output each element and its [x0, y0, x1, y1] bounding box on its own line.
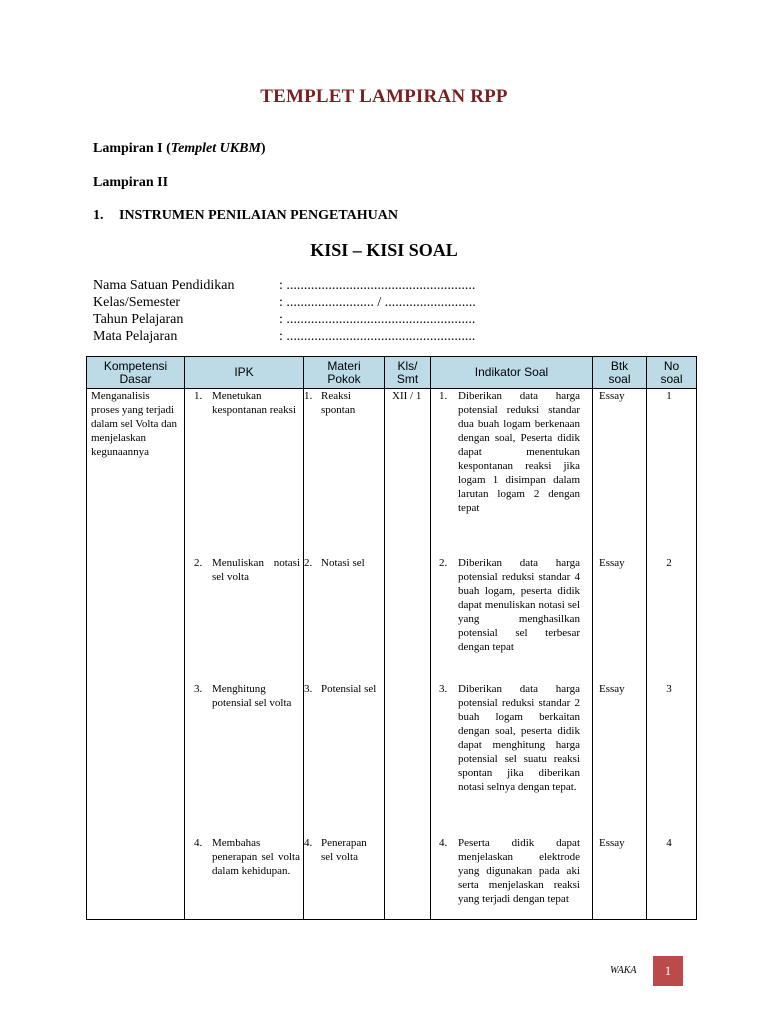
info-row [93, 311, 476, 328]
materi-number: 3. [304, 683, 313, 695]
info-label: Nama Satuan Pendidikan [93, 278, 235, 293]
materi-number: 4. [304, 837, 313, 849]
btk-soal-text: Essay [599, 390, 625, 402]
materi-text: Reaksi spontan [321, 390, 356, 416]
indikator-text: Diberikan data harga potensial reduksi standar 4 buah logam, peserta didik dapat menuliskan notasi sel yang menghasilkan potensial sel terbesar dengan tepat [458, 557, 580, 653]
indikator-number: 3. [439, 683, 448, 695]
info-row [93, 277, 476, 294]
ipk-text: Menuliskan notasi sel volta [212, 557, 300, 583]
column-divider [184, 357, 185, 919]
materi-text: Notasi sel [321, 557, 365, 569]
header-btk-soal: Btk soal [608, 358, 631, 386]
section-title: INSTRUMEN PENILAIAN PENGETAHUAN [119, 208, 398, 223]
lampiran-1-italic: Templet UKBM [170, 141, 261, 156]
btk-soal-text: Essay [599, 557, 625, 569]
column-divider [646, 357, 647, 919]
ipk-text: Menghitung potensial sel volta [212, 683, 292, 709]
info-block [93, 277, 476, 345]
indikator-text: Peserta didik dapat menjelaskan elektrode yang digunakan pada aki serta menjelaskan reaksi yang terjadi dengan tepat [458, 837, 580, 905]
info-label: Kelas/Semester [93, 295, 181, 310]
column-divider [430, 357, 431, 919]
no-soal-text: 2 [666, 557, 672, 569]
btk-soal-text: Essay [599, 837, 625, 849]
table-header-row [87, 357, 696, 389]
footer-label: WAKA [610, 965, 637, 976]
indikator-number: 2. [439, 557, 448, 569]
document-title: TEMPLET LAMPIRAN RPP [260, 86, 508, 107]
indikator-text: Diberikan data harga potensial reduksi standar 2 buah logam berkaitan dengan soal, peserta didik dapat menghitung harga potensial sel suatu reaksi spontan jika diberikan notasi selnya dengan tepat. [458, 683, 580, 793]
header-kompetensi-dasar: Kompetensi Dasar [103, 358, 168, 386]
lampiran-1-prefix: Lampiran I ( [93, 141, 171, 156]
header-indikator-soal: Indikator Soal [474, 365, 549, 379]
column-divider [592, 357, 593, 919]
column-divider [384, 357, 385, 919]
materi-number: 1. [304, 390, 313, 402]
lampiran-1-suffix: ) [260, 141, 266, 156]
ipk-number: 3. [194, 683, 203, 695]
materi-text: Penerapan sel volta [321, 837, 367, 863]
info-value: : ......................... / .......................... [279, 295, 476, 310]
header-ipk: IPK [234, 365, 254, 379]
btk-soal-text: Essay [599, 683, 625, 695]
info-label: Mata Pelajaran [93, 329, 178, 344]
ipk-number: 4. [194, 837, 203, 849]
ipk-text: Menetukan kespontanan reaksi [212, 390, 296, 416]
lampiran-1-line [93, 141, 266, 157]
ipk-number: 1. [194, 390, 203, 402]
no-soal-text: 1 [666, 390, 672, 402]
column-divider [303, 357, 304, 919]
header-kls-smt: Kls/ Smt [396, 358, 419, 386]
kisi-kisi-table [86, 356, 697, 920]
info-row [93, 294, 476, 311]
lampiran-2-line: Lampiran II [93, 175, 169, 190]
header-materi-pokok: Materi Pokok [327, 358, 361, 386]
indikator-text: Diberikan data harga potensial reduksi standar dua buah logam berkenaan dengan soal, Peserta didik dapat menentukan kespontanan reaksi jika logam 1 disimpan dalam larutan logam 2 dengan tepat [458, 390, 580, 514]
kompetensi-dasar-text: Menganalisis proses yang terjadi dalam sel Volta dan menjelaskan kegunaannya [91, 390, 178, 458]
info-value: : ...................................................... [279, 278, 476, 293]
no-soal-text: 4 [666, 837, 672, 849]
ipk-number: 2. [194, 557, 203, 569]
section-heading [93, 208, 398, 224]
header-no-soal: No soal [660, 358, 683, 386]
kisi-kisi-subtitle: KISI – KISI SOAL [310, 240, 458, 260]
indikator-number: 4. [439, 837, 448, 849]
info-value: : ...................................................... [279, 329, 476, 344]
materi-number: 2. [304, 557, 313, 569]
indikator-number: 1. [439, 390, 448, 402]
info-value: : ...................................................... [279, 312, 476, 327]
info-label: Tahun Pelajaran [93, 312, 184, 327]
page-number-badge: 1 [653, 956, 683, 986]
info-row [93, 328, 476, 345]
materi-text: Potensial sel [321, 683, 377, 695]
section-number: 1. [93, 208, 104, 223]
no-soal-text: 3 [666, 683, 672, 695]
kls-smt-text: XII / 1 [392, 390, 422, 402]
ipk-text: Membahas penerapan sel volta dalam kehidupan. [212, 837, 300, 877]
